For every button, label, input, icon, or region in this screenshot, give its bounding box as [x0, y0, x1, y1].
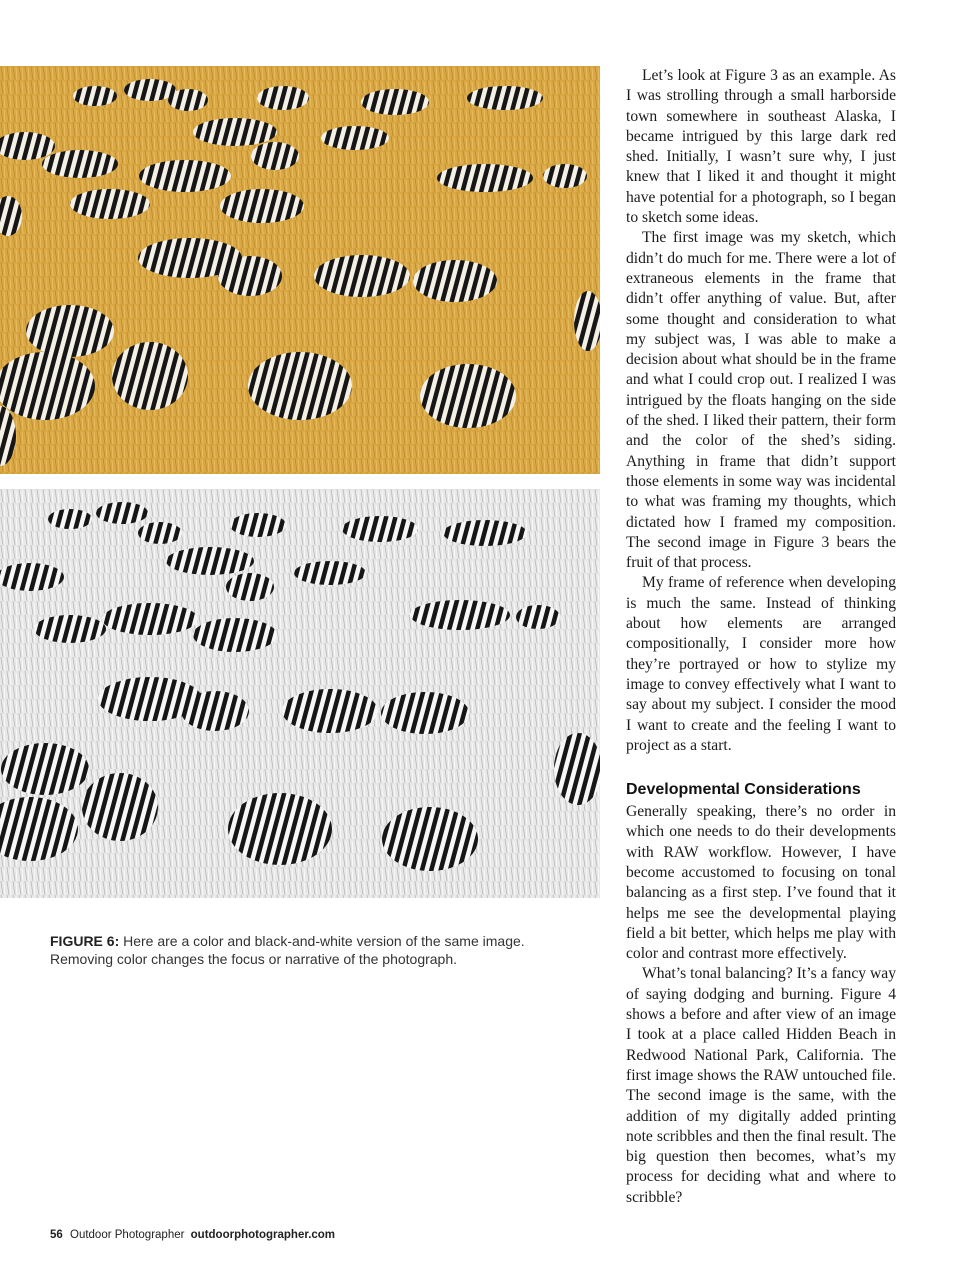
- article-paragraph: Let’s look at Figure 3 as an example. As I was strolling through a small harborside town somewhere in southeast Alaska, I became intrigued by this large dark red shed. Initially, I wasn’t sure why, I just knew that I liked it and thought it might have potential for a photograph, so I began to sketch some ideas.: [626, 67, 896, 227]
- page-footer: [50, 1229, 335, 1241]
- figure-caption-text: Here are a color and black-and-white version of the same image. Removing color changes the focus or narrative of the photograph.: [50, 933, 525, 967]
- article-paragraph: The first image was my sketch, which didn’t do much for me. There were a lot of extraneous elements in the frame that didn’t offer anything of value. But, after some thought and consideration to what my subject was, I was able to make a decision about what should be in the frame and what I could crop out. I realized I was intrigued by the floats hanging on the side of the shed. I liked their pattern, their form and the color of the shed’s siding. Anything in frame that didn’t support those elements in some way was incidental to what was framing my thoughts, which dictated how I framed my composition. The second image in Figure 3 bears the fruit of that process.: [626, 229, 896, 572]
- section-heading: Developmental Considerations: [626, 781, 861, 799]
- page-number: 56: [50, 1229, 63, 1241]
- article-paragraph: Generally speaking, there’s no order in which one needs to do their developments with RAW workflow. However, I have become accustomed to focusing on tonal balancing as a first step. I’ve found that it helps me see the developmental playing field a bit better, which helps me play with color and contrast more effectively.: [626, 803, 896, 963]
- figure-label: FIGURE 6:: [50, 933, 120, 949]
- magazine-url: outdoorphotographer.com: [190, 1229, 336, 1241]
- figure-caption: [50, 932, 570, 968]
- article-column: [626, 66, 896, 1208]
- black-and-white-zebra-photo: [0, 489, 600, 898]
- article-paragraph: What’s tonal balancing? It’s a fancy way of saying dodging and burning. Figure 4 shows a before and after view of an image I took at a place called Hidden Beach in Redwood National Park, California. The first image shows the RAW untouched file. The second image is the same, with the addition of my digitally added printing note scribbles and then the final result. The big question then becomes, what’s my process for deciding what and where to scribble?: [626, 965, 896, 1206]
- magazine-name: Outdoor Photographer: [70, 1229, 185, 1241]
- article-paragraph: My frame of reference when developing is much the same. Instead of thinking about how elements are arranged compositionally, I consider more how they’re portrayed or how to stylize my image to convey effectively what I want to say about my subject. I consider the mood I want to create and the feeling I want to project as a start.: [626, 574, 896, 754]
- color-zebra-photo: [0, 66, 600, 474]
